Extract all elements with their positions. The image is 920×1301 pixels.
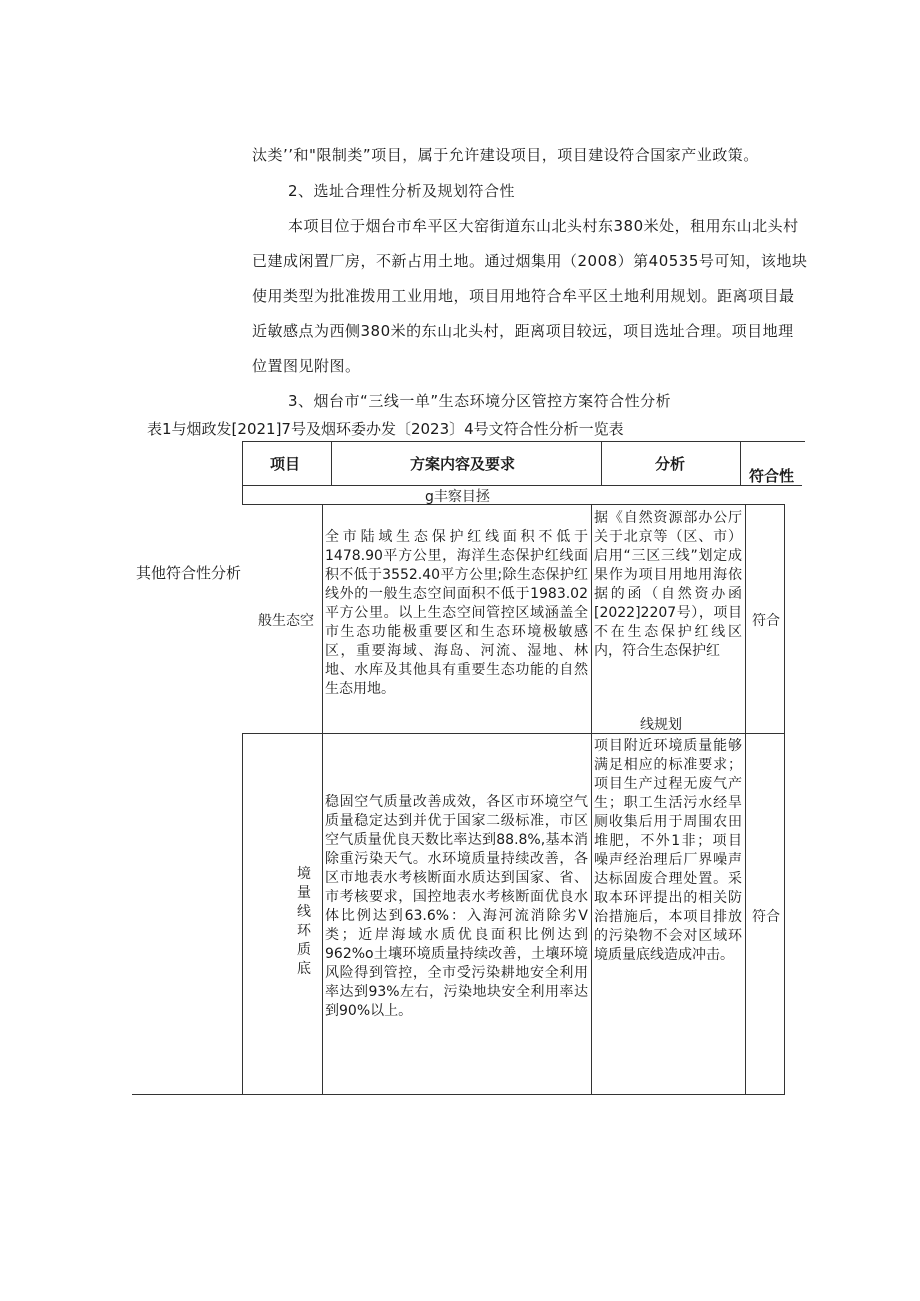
header-item: 项目 [270,455,301,473]
table-rule [784,504,785,1094]
section-heading: 2、选址合理性分析及规划符合性 [288,182,516,200]
table-rule [601,441,602,485]
row-content: 稳固空气质量改善成效，各区市环境空气质量稳定达到并优于国家二级标准，市区空气质量优良天数比率达到88.8%,基本消除重污染天气。水环境质量持续改善，各区市地表水考核断面水质达到国家、省、市考核要求，国控地表水考核断面优良水体比例达到63.6%：入海河流消除劣V类；近岸海域水质优良面积比例达到962%o土壤环境质量持续改善，土壤环境风险得到管控，全市受污染耕地安全利用率达到93%左右，污染地块安全利用率达到90%以上。 [325,794,588,1019]
row-item: 般生态空 [258,613,314,629]
row-content: 全市陆域生态保护红线面积不低于1478.90平方公里，海洋生态保护红线面积不低于3552.40平方公里;除生态保护红线外的一般生态空间面积不低于1983.02平方公里。以上生态空间管控区域涵盖全市生态功能极重要区和生态环境极敏感区，重要海域、海岛、河流、湿地、林地、水库及其他具有重要生态功能的自然生态用地。 [325,529,588,697]
table-rule [591,504,592,1094]
header-content: 方案内容及要求 [410,455,516,473]
row-conformity: 符合 [752,909,780,925]
row-item-vertical: 境量线环质底 [297,866,311,977]
table-rule [331,441,332,485]
table-rule [242,733,784,734]
body-text-line: 位置图见附图。 [252,357,361,375]
table-caption: 表1与烟政发[2021]7号及烟环委办发〔2023〕4号文符合性分析一览表 [147,420,624,438]
table-rule [242,504,784,505]
row-conformity: 符合 [752,613,780,629]
body-text-line: 本项目位于烟台市牟平区大窑街道东山北头村东380米处，租用东山北头村 [288,217,799,235]
table-rule [242,441,243,504]
row-analysis: 据《自然资源部办公厅关于北京等（区、市）启用“三区三线”划定成果作为项目用地用海依据的函（自然资办函[2022]2207号），项目不在生态保护红线区内，符合生态保护红 [594,510,742,659]
table-rule [242,441,805,442]
group-title: g丰察目拯 [425,489,490,505]
side-label: 其他符合性分析 [136,564,242,582]
header-analysis: 分析 [655,455,686,473]
table-rule [132,1094,785,1095]
header-conformity: 符合性 [749,467,795,485]
table-rule [242,733,243,1094]
section-heading: 3、烟台市“三线一单”生态环境分区管控方案符合性分析 [288,392,672,410]
table-rule [242,485,802,486]
row-analysis-tail: 线规划 [640,717,682,733]
body-text-line: 近敏感点为西侧380米的东山北头村，距离项目较远，项目选址合理。项目地理 [252,322,794,340]
table-rule [745,504,746,1094]
table-rule [322,504,323,1094]
table-rule [740,441,741,485]
body-text-line: 已建成闲置厂房，不新占用土地。通过烟集用（2008）第40535号可知，该地块 [252,252,808,270]
body-text-line: 汰类’’和"限制类”项目，属于允许建设项目，项目建设符合国家产业政策。 [252,146,759,164]
row-analysis: 项目附近环境质量能够满足相应的标准要求；项目生产过程无废气产生；职工生活污水经旱厕收集后用于周围农田堆肥，不外1非；项目噪声经治理后厂界噪声达标固废合理处置。采取本环评提出的相关防治措施后，本项目排放的污染物不会对区域环境质量底线造成冲击。 [594,738,742,963]
body-text-line: 使用类型为批准拨用工业用地，项目用地符合牟平区土地利用规划。距离项目最 [252,287,795,305]
